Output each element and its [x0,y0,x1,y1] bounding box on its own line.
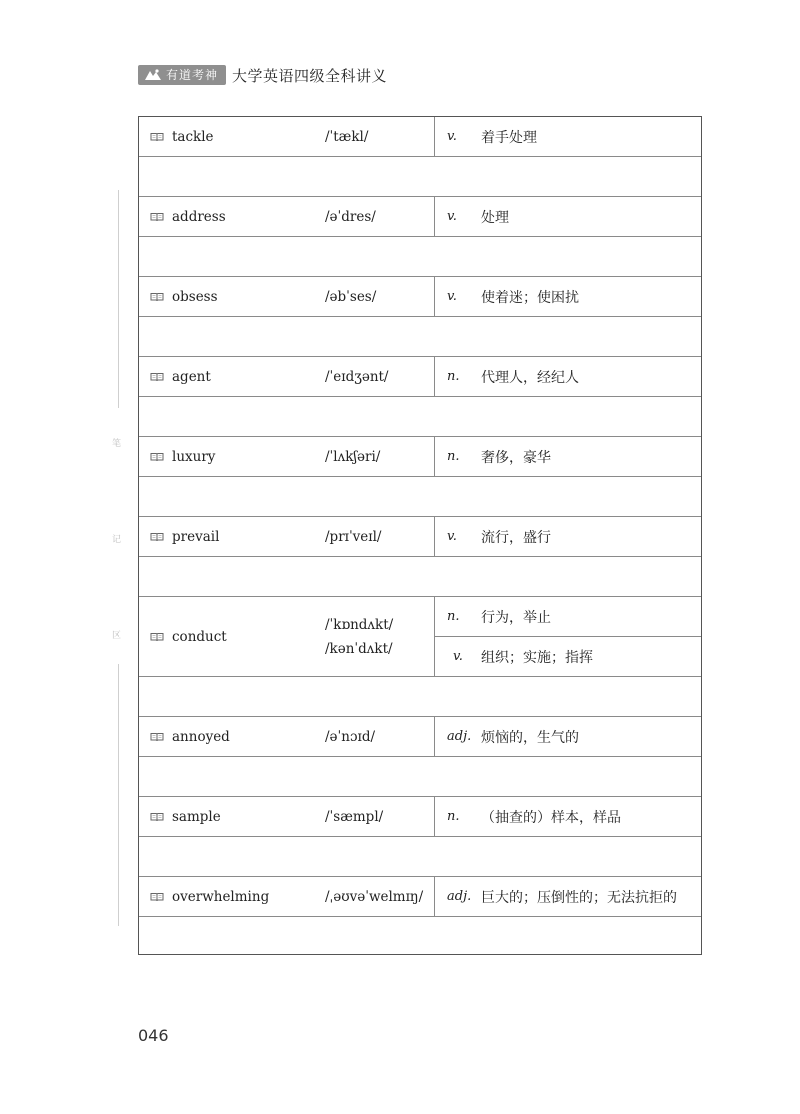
note-blank-row [139,757,701,797]
meaning: 流行，盛行 [481,529,551,546]
word-cell [139,197,435,236]
vocab-entry-row [139,197,701,237]
note-blank-row [139,397,701,437]
sense-column [435,277,701,316]
page-number: 046 [138,1026,169,1045]
vocab-word: tackle [172,128,214,145]
margin-rule-bottom [118,664,119,926]
vocab-entry-row [139,797,701,837]
phonetic-stack [325,617,393,657]
page-header [138,64,387,86]
phonetic: /əˈnɔɪd/ [325,728,376,745]
phonetic: /ˈtækl/ [325,128,369,145]
sense-column [435,197,701,236]
sense-column [435,597,701,676]
meaning: 着手处理 [481,129,537,146]
vocabulary-table [138,116,702,955]
note-blank-row [139,477,701,517]
phonetic-verb: /kənˈdʌkt/ [325,640,393,657]
book-icon [150,292,164,302]
vocab-entry-row [139,717,701,757]
book-icon [150,372,164,382]
vocab-word: sample [172,808,221,825]
word-cell [139,797,435,836]
word-cell [139,117,435,156]
sense [435,437,701,476]
word-cell [139,597,435,676]
vocab-entry-row [139,517,701,557]
sense [435,277,701,316]
margin-note-char: 笔 [112,439,122,449]
word-cell [139,357,435,396]
book-icon [150,452,164,462]
part-of-speech: v. [447,129,457,144]
part-of-speech: n. [447,449,460,464]
part-of-speech: v. [447,209,457,224]
part-of-speech: adj. [447,729,472,744]
vocab-word: overwhelming [172,888,270,905]
note-blank-row [139,917,701,954]
margin-rule-top [118,190,119,408]
word-cell [139,437,435,476]
word-cell [139,277,435,316]
meaning: （抽查的）样本，样品 [481,809,621,826]
book-icon [150,532,164,542]
vocab-word: conduct [172,628,227,645]
sense-column [435,717,701,756]
meaning: 烦恼的，生气的 [481,729,579,746]
meaning: 巨大的；压倒性的；无法抗拒的 [481,889,677,906]
vocab-word: prevail [172,528,220,545]
sense-column [435,517,701,556]
vocab-word: address [172,208,226,225]
vocab-word: annoyed [172,728,230,745]
note-blank-row [139,317,701,357]
sense-column [435,797,701,836]
word-cell [139,517,435,556]
phonetic: /ˈlʌkʃəri/ [325,448,381,465]
phonetic: /prɪˈveɪl/ [325,528,382,545]
meaning: 组织；实施；指挥 [481,649,593,666]
sense [435,717,701,756]
sense [435,877,701,916]
book-icon [150,212,164,222]
vocab-entry-row [139,597,701,677]
vocab-word: obsess [172,288,218,305]
book-icon [150,632,164,642]
note-blank-row [139,157,701,197]
note-blank-row [139,557,701,597]
phonetic: /ˈeɪdʒənt/ [325,368,389,385]
meaning: 行为，举止 [481,609,551,626]
part-of-speech: adj. [447,889,472,904]
note-blank-row [139,837,701,877]
book-title: 大学英语四级全科讲义 [232,66,388,85]
meaning: 处理 [481,209,509,226]
part-of-speech: n. [447,609,460,624]
note-blank-row [139,677,701,717]
vocab-word: agent [172,368,211,385]
phonetic: /ˈsæmpl/ [325,808,384,825]
vocab-word: luxury [172,448,216,465]
sense-column [435,357,701,396]
sense [435,797,701,836]
vocab-entry-row [139,277,701,317]
book-icon [150,132,164,142]
word-cell [139,877,435,916]
vocab-entry-row [139,877,701,917]
brand-logo-icon [144,68,162,82]
brand-badge [138,65,226,85]
sense [435,517,701,556]
sense-column [435,877,701,916]
part-of-speech: v. [447,529,457,544]
phonetic: /əbˈses/ [325,288,377,305]
part-of-speech: v. [447,289,457,304]
sense [435,597,701,636]
margin-note-char: 区 [112,631,122,641]
margin-note-char: 记 [112,535,122,545]
part-of-speech: n. [447,809,460,824]
book-icon [150,892,164,902]
sense [435,117,701,156]
meaning: 代理人，经纪人 [481,369,579,386]
brand-name: 有道考神 [166,68,219,82]
sense-column [435,437,701,476]
part-of-speech: v. [453,649,463,664]
note-blank-row [139,237,701,277]
vocab-entry-row [139,437,701,477]
book-icon [150,732,164,742]
phonetic: /əˈdres/ [325,208,376,225]
meaning: 使着迷；使困扰 [481,289,579,306]
book-icon [150,812,164,822]
word-cell [139,717,435,756]
meaning: 奢侈，豪华 [481,449,551,466]
vocab-entry-row [139,357,701,397]
phonetic: /ˌəʊvəˈwelmɪŋ/ [325,888,424,905]
sense [435,197,701,236]
phonetic-noun: /ˈkɒndʌkt/ [325,616,394,633]
sense [435,636,701,676]
sense-column [435,117,701,156]
vocab-entry-row [139,117,701,157]
sense [435,357,701,396]
part-of-speech: n. [447,369,460,384]
